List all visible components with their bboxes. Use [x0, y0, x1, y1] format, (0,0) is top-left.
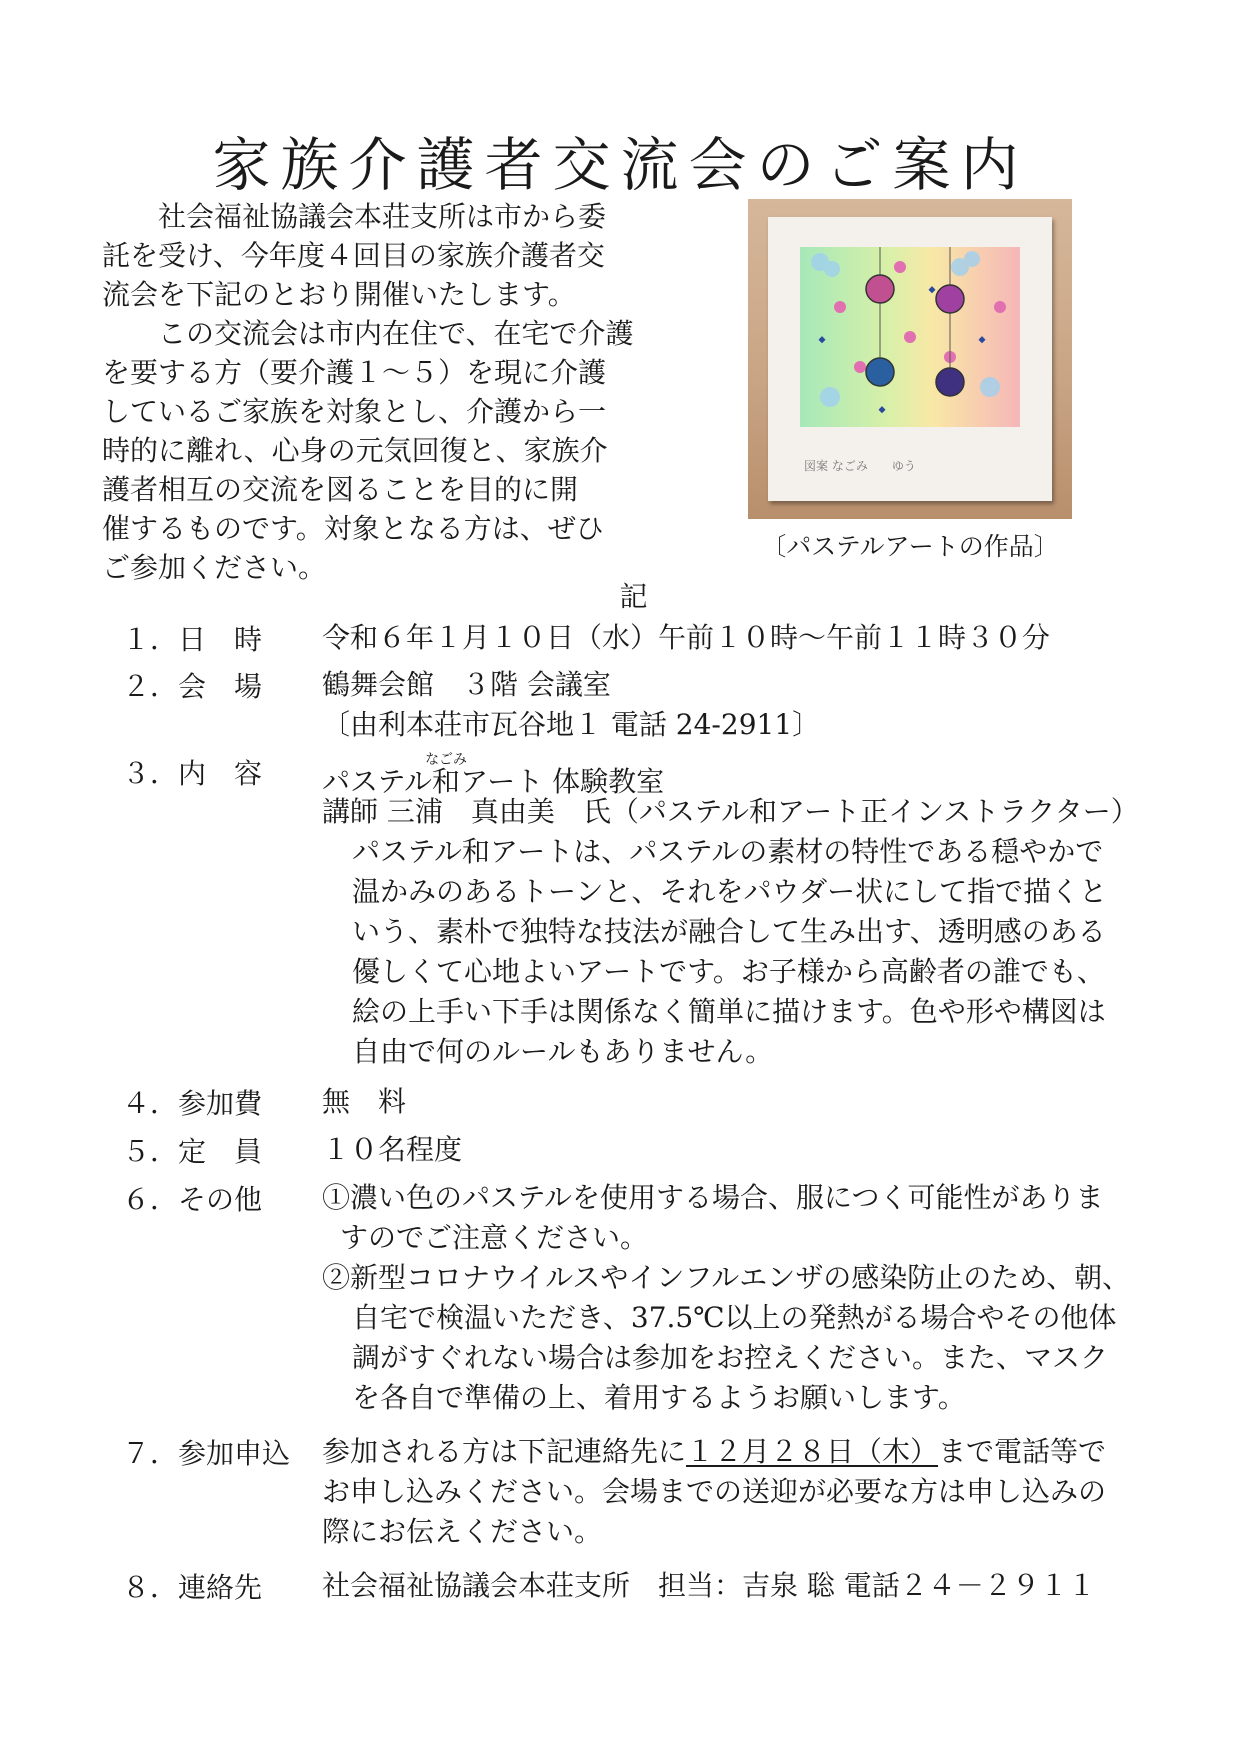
item-label: 内 容 [178, 757, 263, 790]
item-number: １． [122, 623, 179, 656]
item-number: ６． [122, 1183, 179, 1216]
pastel-art-photo [748, 199, 1072, 519]
intro-paragraph-1: 社会福祉協議会本荘支所は市から委 託を受け、今年度４回目の家族介護者交 流会を下記のとおり開催いたします。 [102, 200, 607, 311]
venue-address: 〔由利本荘市瓦谷地１ 電話 24-2911〕 [322, 708, 821, 741]
item-label: 会 場 [178, 670, 263, 703]
lecturer: 講師 三浦 真由美 氏（パステル和アート正インストラクター） [322, 795, 1139, 828]
item-number: ２． [122, 670, 179, 703]
artwork-illustration [800, 247, 1020, 427]
item-label: 参加申込 [178, 1437, 291, 1470]
item-label: 日 時 [178, 623, 263, 656]
furigana: 和なごみ [425, 752, 468, 798]
item-number: ８． [122, 1571, 179, 1604]
note-2: ②新型コロナウイルスやインフルエンザの感染防止のため、朝、 自宅で検温いただき、37.5℃以上の発熱がる場合やその他体 調がすぐれない場合は参加をお控えください。また、マスク を各自で準備の上、着用するようお願いします。 [322, 1261, 1131, 1414]
intro-text [102, 197, 660, 587]
item-number: ７． [122, 1437, 179, 1470]
item-value: １０名程度 [322, 1133, 463, 1166]
ki-heading: 記 [619, 580, 648, 613]
picture-frame [768, 217, 1052, 501]
item-number: ５． [122, 1135, 179, 1168]
photo-caption: 〔パステルアートの作品〕 [761, 532, 1059, 561]
application-text: 参加される方は下記連絡先に１２月２８日（木）まで電話等で お申し込みください。会場までの送迎が必要な方は申し込みの 際にお伝えください。 [322, 1435, 1107, 1548]
item-value: 鶴舞会館 ３階 会議室 [322, 668, 611, 701]
item-number: ４． [122, 1087, 179, 1120]
item-value: パステル和なごみアート 体験教室 [322, 752, 665, 798]
item-label: 連絡先 [178, 1571, 263, 1604]
item-label: その他 [178, 1183, 263, 1216]
item-value: 令和６年１月１０日（水）午前１０時～午前１１時３０分 [322, 621, 1051, 654]
intro-paragraph-2: この交流会は市内在住で、在宅で介護 を要する方（要介護１～５）を現に介護 しているご家族を対象とし、介護から一 時的に離れ、心身の元気回復と、家族介 護者相互の交流を図ることを目的に開 催するものです。対象となる方は、ぜひ ご参加ください。 [102, 317, 634, 584]
art-description: パステル和アートは、パステルの素材の特性である穏やかで 温かみのあるトーンと、それをパウダー状にして指で描くと いう、素朴で独特な技法が融合して生み出す、透明感のある 優しくて心地よいアートです。お子様から高齢者の誰でも、 絵の上手い下手は関係なく簡単に描けます。色や形や構図は 自由で何のルールもありません。 [352, 835, 1108, 1068]
pastel-artwork [800, 247, 1020, 427]
item-value: 社会福祉協議会本荘支所 担当：吉泉 聡 電話２４－２９１１ [322, 1569, 1096, 1602]
item-label: 参加費 [178, 1087, 263, 1120]
deadline-date: １２月２８日（木） [686, 1435, 939, 1468]
item-label: 定 員 [178, 1135, 263, 1168]
artist-signature: 図案 なごみ ゆう [804, 459, 916, 473]
page-title: 家族介護者交流会のご案内 [212, 131, 1029, 199]
item-value: 無 料 [322, 1085, 407, 1118]
item-number: ３． [122, 757, 179, 790]
note-1: ①濃い色のパステルを使用する場合、服につく可能性がありま すのでご注意ください。 [322, 1181, 1104, 1254]
